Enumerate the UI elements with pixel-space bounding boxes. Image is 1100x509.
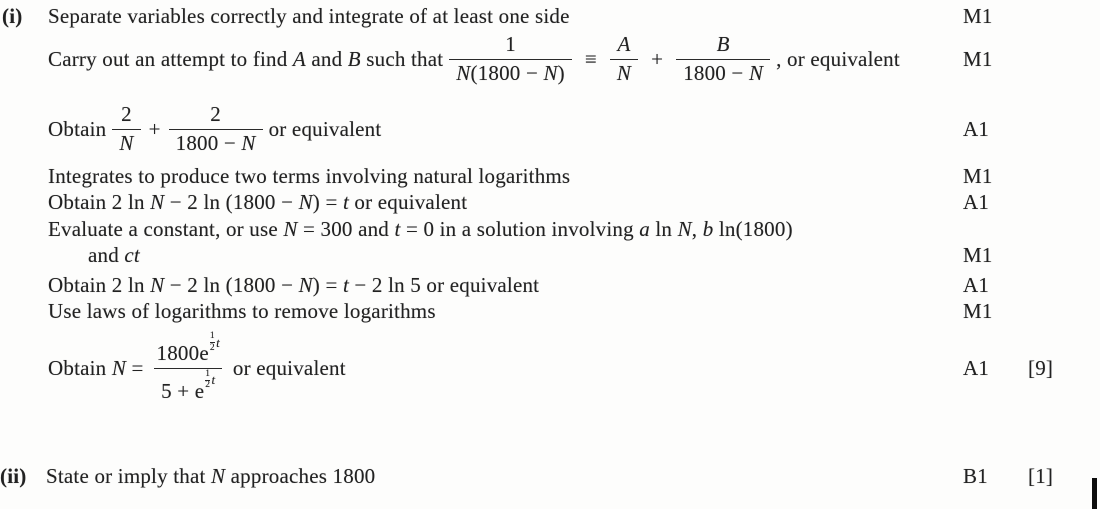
fraction-1-over-N1800N: $\frac{1}{N(1800 - N)}$ [449, 33, 572, 85]
mark-row-i-9 [0, 299, 1100, 323]
fraction-2-over-N: $\frac{2}{N}$ [112, 103, 140, 155]
part-total-marks: [9] [1028, 356, 1054, 380]
fraction-A-over-N: $\frac{A}{N}$ [610, 33, 638, 85]
criterion-text: Obtain [48, 117, 107, 141]
mark-code: M1 [963, 243, 993, 267]
criterion-text: Obtain N = [48, 356, 144, 380]
mark-row-i-2 [0, 28, 1100, 90]
plus-sign: + [148, 117, 161, 141]
mark-code: M1 [963, 164, 993, 188]
criterion-text: Evaluate a constant, or use N = 300 and t = 0 in a solution involving a ln N, b ln(1800) [48, 217, 793, 241]
mark-code: B1 [963, 464, 988, 488]
criterion-text: Integrates to produce two terms involving natural logarithms [48, 164, 571, 188]
exponent-half-t: 1 2 t [205, 368, 216, 391]
equation-line [0, 100, 1100, 158]
mark-row-i-3 [0, 100, 1100, 158]
mark-row-i-5 [0, 190, 1100, 214]
fraction-2-over-1800N: $\frac{2}{1800 - N}$ [169, 103, 263, 155]
mark-row-i-7 [0, 243, 1100, 267]
equation-line [0, 28, 1100, 90]
criterion-text: or equivalent [268, 117, 382, 141]
fraction-B-over-1800N: $\frac{B}{1800 - N}$ [676, 33, 770, 85]
mark-code: M1 [963, 299, 993, 323]
mark-row-i-1 [0, 4, 1100, 28]
mark-code: M1 [963, 4, 993, 28]
mark-code: A1 [963, 356, 990, 380]
scan-artifact-bar [1092, 478, 1097, 509]
mark-code: A1 [963, 117, 990, 141]
criterion-text: Carry out an attempt to find A and B such that [48, 47, 444, 71]
mark-row-i-8 [0, 273, 1100, 297]
part-total-marks: [1] [1028, 464, 1054, 488]
equation-line [0, 330, 1100, 406]
mark-row-i-10 [0, 330, 1100, 406]
mark-row-ii-1 [0, 464, 1100, 488]
part-label-i: (i) [2, 4, 23, 28]
criterion-text: Obtain 2 ln N − 2 ln (1800 − N) = t or equivalent [48, 190, 468, 214]
criterion-text: Use laws of logarithms to remove logarithms [48, 299, 436, 323]
mark-code: A1 [963, 190, 990, 214]
criterion-text: State or imply that N approaches 1800 [46, 464, 376, 488]
criterion-text: or equivalent [232, 356, 346, 380]
mark-code: A1 [963, 273, 990, 297]
mark-row-i-4 [0, 164, 1100, 188]
fraction-N-solution: 1800e 1 2 t 5 + e 1 2 t [150, 333, 227, 403]
criterion-text: , or equivalent [776, 47, 900, 71]
criterion-text: Obtain 2 ln N − 2 ln (1800 − N) = t − 2 ln 5 or equivalent [48, 273, 540, 297]
plus-sign: + [651, 47, 664, 71]
var-B: B [347, 47, 361, 71]
identical-to-sign: ≡ [584, 47, 597, 71]
part-label-ii: (ii) [0, 464, 27, 488]
criterion-text: and ct [88, 243, 140, 267]
var-A: A [292, 47, 306, 71]
mark-code: M1 [963, 47, 993, 71]
exponent-half-t: 1 2 t [209, 331, 220, 353]
mark-row-i-6 [0, 217, 1100, 241]
criterion-text: Separate variables correctly and integrate of at least one side [48, 4, 570, 28]
